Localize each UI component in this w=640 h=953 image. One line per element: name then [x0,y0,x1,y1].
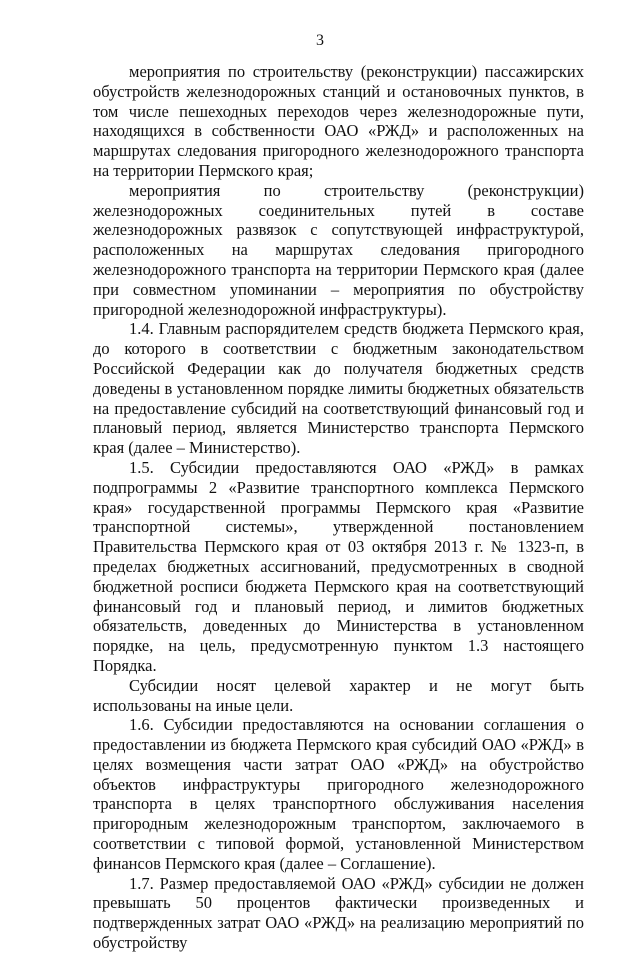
page-number: 3 [316,32,324,49]
paragraph-3: 1.4. Главным распорядителем средств бюджета Пермского края, до которого в соответствии с бюджетным законодательством Российской Федерации как до получателя бюджетных средств доведены в установленном порядке лимиты бюджетных обязательств на предоставление субсидий на соответствующий финансовый год и плановый период, является Министерство транспорта Пермского края (далее – Министерство). [93,319,584,458]
paragraph-6: 1.6. Субсидии предоставляются на основании соглашения о предоставлении из бюджета Пермского края субсидий ОАО «РЖД» в целях возмещения части затрат ОАО «РЖД» на обустройство объектов инфраструктуры пригородного железнодорожного транспорта в целях транспортного обслуживания населения пригородным железнодорожным транспортом, заключаемого в соответствии с типовой формой, установленной Министерством финансов Пермского края (далее – Соглашение). [93,715,584,873]
paragraph-5: Субсидии носят целевой характер и не могут быть использованы на иные цели. [93,675,584,715]
paragraph-4: 1.5. Субсидии предоставляются ОАО «РЖД» в рамках подпрограммы 2 «Развитие транспортного комплекса Пермского края» государственной программы Пермского края «Развитие транспортной системы», утвержденной постановлением Правительства Пермского края от 03 октября 2013 г. № 1323-п, в пределах бюджетных ассигнований, предусмотренных в сводной бюджетной росписи бюджета Пермского края на соответствующий финансовый год и плановый период, и лимитов бюджетных обязательств, доведенных до Министерства в установленном порядке, на цель, предусмотренную пунктом 1.3 настоящего Порядка. [93,457,584,675]
paragraph-1: мероприятия по строительству (реконструкции) пассажирских обустройств железнодорожных станций и остановочных пунктов, в том числе пешеходных переходов через железнодорожные пути, находящихся в собственности ОАО «РЖД» и расположенных на маршрутах следования пригородного железнодорожного транспорта на территории Пермского края; [93,62,584,180]
paragraph-7: 1.7. Размер предоставляемой ОАО «РЖД» субсидии не должен превышать 50 процентов фактически произведенных и подтвержденных затрат ОАО «РЖД» на реализацию мероприятий по обустройству [93,873,584,953]
paragraph-2: мероприятия по строительству (реконструкции) железнодорожных соединительных путей в составе железнодорожных развязок с сопутствующей инфраструктурой, расположенных на маршрутах следования пригородного железнодорожного транспорта на территории Пермского края (далее при совместном упоминании – мероприятия по обустройству пригородной железнодорожной инфраструктуры). [93,180,584,319]
document-body [93,62,584,953]
